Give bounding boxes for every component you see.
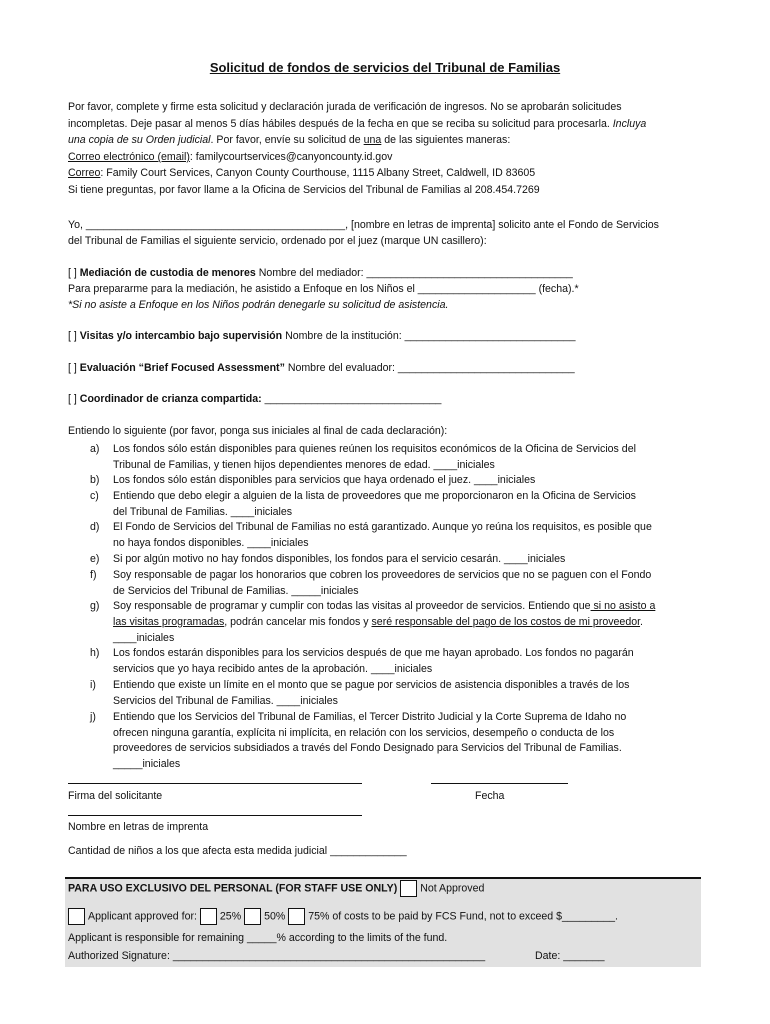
una-underlined: una — [363, 134, 382, 146]
item-underlined: las visitas programadas — [113, 616, 225, 628]
item-text: ____iniciales — [113, 632, 175, 644]
service-field: Nombre de la institución: _____________________________ — [282, 330, 576, 342]
staff-date-line: Date: _______ — [535, 950, 605, 962]
staff-heading: PARA USO EXCLUSIVO DEL PERSONAL (FOR STAFF USE ONLY) — [68, 882, 398, 895]
applicant-request-line: del Tribunal de Familias el siguiente servicio, ordenado por el juez (marque UN casillero): — [68, 235, 487, 247]
pct-75-label: 75% of costs to be paid by FCS Fund, not to exceed $_________. — [308, 910, 618, 923]
print-name-line[interactable] — [68, 815, 362, 816]
checkbox-visits[interactable]: [ ] — [68, 330, 77, 342]
service-label: Mediación de custodia de menores — [79, 267, 256, 279]
not-approved-checkbox[interactable] — [400, 880, 417, 897]
staff-heading-row — [68, 880, 484, 897]
item-text: del Tribunal de Familias. ____iniciales — [113, 506, 293, 518]
item-text: Los fondos sólo están disponibles para quienes reúnen los requisitos económicos de la Oficina de Servicios del — [113, 443, 636, 455]
service-mediation — [68, 267, 573, 279]
pct-50-label: 50% — [264, 910, 286, 923]
item-text — [113, 600, 655, 612]
item-text: Servicios del Tribunal de Familias. ____iniciales — [113, 695, 338, 707]
email-line — [68, 151, 392, 163]
intro-italic: Incluya — [612, 118, 647, 130]
checkbox-assessment[interactable]: [ ] — [68, 362, 77, 374]
item-letter: f) — [90, 569, 97, 581]
pct-25-checkbox[interactable] — [200, 908, 217, 925]
item-letter: b) — [90, 474, 100, 486]
service-visits — [68, 330, 575, 342]
signature-line[interactable] — [68, 783, 362, 784]
service-label: Evaluación “Brief Focused Assessment” — [79, 362, 285, 374]
item-text: Los fondos estarán disponibles para los servicios después de que me hayan aprobado. Los fondos no pagarán — [113, 647, 634, 659]
mail-line — [68, 167, 535, 179]
mail-value: : Family Court Services, Canyon County Courthouse, 1115 Albany Street, Caldwell, ID 83605 — [100, 167, 536, 179]
item-letter: i) — [90, 679, 96, 691]
item-text: ofrecen ninguna garantía, explícita ni implícita, en relación con los servicios, desempeño o conducta de los — [113, 727, 615, 739]
print-name-label: Nombre en letras de imprenta — [68, 821, 209, 833]
item-text: _____iniciales — [113, 758, 181, 770]
service-field: Nombre del mediador: ___________________________________ — [255, 267, 573, 279]
checkbox-mediation[interactable]: [ ] — [68, 267, 77, 279]
item-text: Si por algún motivo no hay fondos disponibles, los fondos para el servicio cesarán. ____iniciales — [113, 553, 566, 565]
item-text: Los fondos sólo están disponibles para servicios que haya ordenado el juez. ____iniciales — [113, 474, 536, 486]
page-title: Solicitud de fondos de servicios del Tribunal de Familias — [209, 60, 561, 75]
item-letter: j) — [90, 711, 96, 723]
court-order-note: una copia de su Orden judicial — [68, 134, 211, 146]
approved-for-label: Applicant approved for: — [88, 910, 197, 923]
intro-line-3 — [68, 134, 510, 146]
checkbox-coordinator[interactable]: [ ] — [68, 393, 77, 405]
item-letter: e) — [90, 553, 100, 565]
item-text-part: Soy responsable de programar y cumplir con todas las visitas al proveedor de servicios. Entiendo que — [113, 600, 591, 612]
remaining-line: Applicant is responsible for remaining _____% according to the limits of the fund. — [68, 932, 448, 944]
date-label: Fecha — [475, 790, 505, 802]
item-underlined: seré responsable del pago de los costos de mi proveedor — [371, 616, 641, 628]
item-text: Entiendo que debo elegir a alguien de la lista de proveedores que me proporcionaron en la Oficina de Servicios — [113, 490, 636, 502]
item-text: Entiendo que existe un límite en el monto que se pague por servicios de asistencia disponibles a través de los — [113, 679, 630, 691]
item-text: no haya fondos disponibles. ____iniciales — [113, 537, 309, 549]
approved-checkbox[interactable] — [68, 908, 85, 925]
service-label: Visitas y/o intercambio bajo supervisión — [79, 330, 283, 342]
intro-text: incompletas. Deje pasar al menos 5 días hábiles después de la fecha en que se reciba su solicitud para procesarla. — [68, 118, 610, 130]
item-text — [113, 616, 643, 628]
email-value: : familycourtservices@canyoncounty.id.gov — [189, 151, 393, 163]
pct-75-checkbox[interactable] — [288, 908, 305, 925]
item-text: Entiendo que los Servicios del Tribunal de Familias, el Tercer Distrito Judicial y la Corte Suprema de Idaho no — [113, 711, 627, 723]
item-letter: a) — [90, 443, 100, 455]
item-text-part: . — [640, 616, 643, 628]
item-underlined: si no asisto a — [590, 600, 656, 612]
item-text: de Servicios del Tribunal de Familias. _____iniciales — [113, 585, 359, 597]
approval-row — [68, 908, 618, 925]
date-line[interactable] — [431, 783, 568, 784]
intro-line-2 — [68, 118, 646, 130]
service-field: Nombre del evaluador: ______________________________ — [284, 362, 575, 374]
phone-line: Si tiene preguntas, por favor llame a la Oficina de Servicios del Tribunal de Familias al 208.454.7269 — [68, 184, 540, 196]
mediation-prep-line: Para prepararme para la mediación, he asistido a Enfoque en los Niños el ____________________ (fecha).* — [68, 283, 579, 295]
item-text-part: , podrán cancelar mis fondos y — [224, 616, 372, 628]
intro-text: de las siguientes maneras: — [381, 134, 511, 146]
not-approved-label: Not Approved — [420, 882, 485, 895]
item-letter: d) — [90, 521, 100, 533]
item-text: servicios que yo haya recibido antes de la aprobación. ____iniciales — [113, 663, 433, 675]
intro-text: . Por favor, envíe su solicitud de — [210, 134, 364, 146]
item-letter: g) — [90, 600, 100, 612]
children-count-line: Cantidad de niños a los que afecta esta medida judicial _____________ — [68, 845, 407, 857]
mail-label: Correo — [68, 167, 101, 179]
item-text: El Fondo de Servicios del Tribunal de Familias no está garantizado. Aunque yo reúna los requisitos, es posible que — [113, 521, 652, 533]
item-letter: c) — [90, 490, 99, 502]
authorized-signature-line: Authorized Signature: _____________________________________________________ — [68, 950, 486, 962]
service-label: Coordinador de crianza compartida: — [79, 393, 262, 405]
item-letter: h) — [90, 647, 100, 659]
intro-line-1: Por favor, complete y firme esta solicitud y declaración jurada de verificación de ingresos. No se aprobarán solicitudes — [68, 101, 622, 113]
service-assessment — [68, 362, 575, 374]
item-text: proveedores de servicios subsidiados a través del Fondo Designado para Servicios del Tribunal de Familias. — [113, 742, 622, 754]
pct-50-checkbox[interactable] — [244, 908, 261, 925]
item-text: Soy responsable de pagar los honorarios que cobren los proveedores de servicios que no se paguen con el Fondo — [113, 569, 652, 581]
service-field: ______________________________ — [261, 393, 442, 405]
service-coordinator — [68, 393, 441, 405]
signature-label: Firma del solicitante — [68, 790, 163, 802]
item-text: Tribunal de Familias, y tienen hijos dependientes menores de edad. ____iniciales — [113, 459, 495, 471]
mediation-note: *Si no asiste a Enfoque en los Niños podrán denegarle su solicitud de asistencia. — [68, 299, 449, 311]
understanding-heading: Entiendo lo siguiente (por favor, ponga sus iniciales al final de cada declaración): — [68, 425, 448, 437]
pct-25-label: 25% — [219, 910, 242, 923]
email-label: Correo electrónico (email) — [68, 151, 190, 163]
applicant-name-line: Yo, ____________________________________________, [nombre en letras de imprenta] solicito ante el Fondo de Servicios — [68, 219, 659, 231]
